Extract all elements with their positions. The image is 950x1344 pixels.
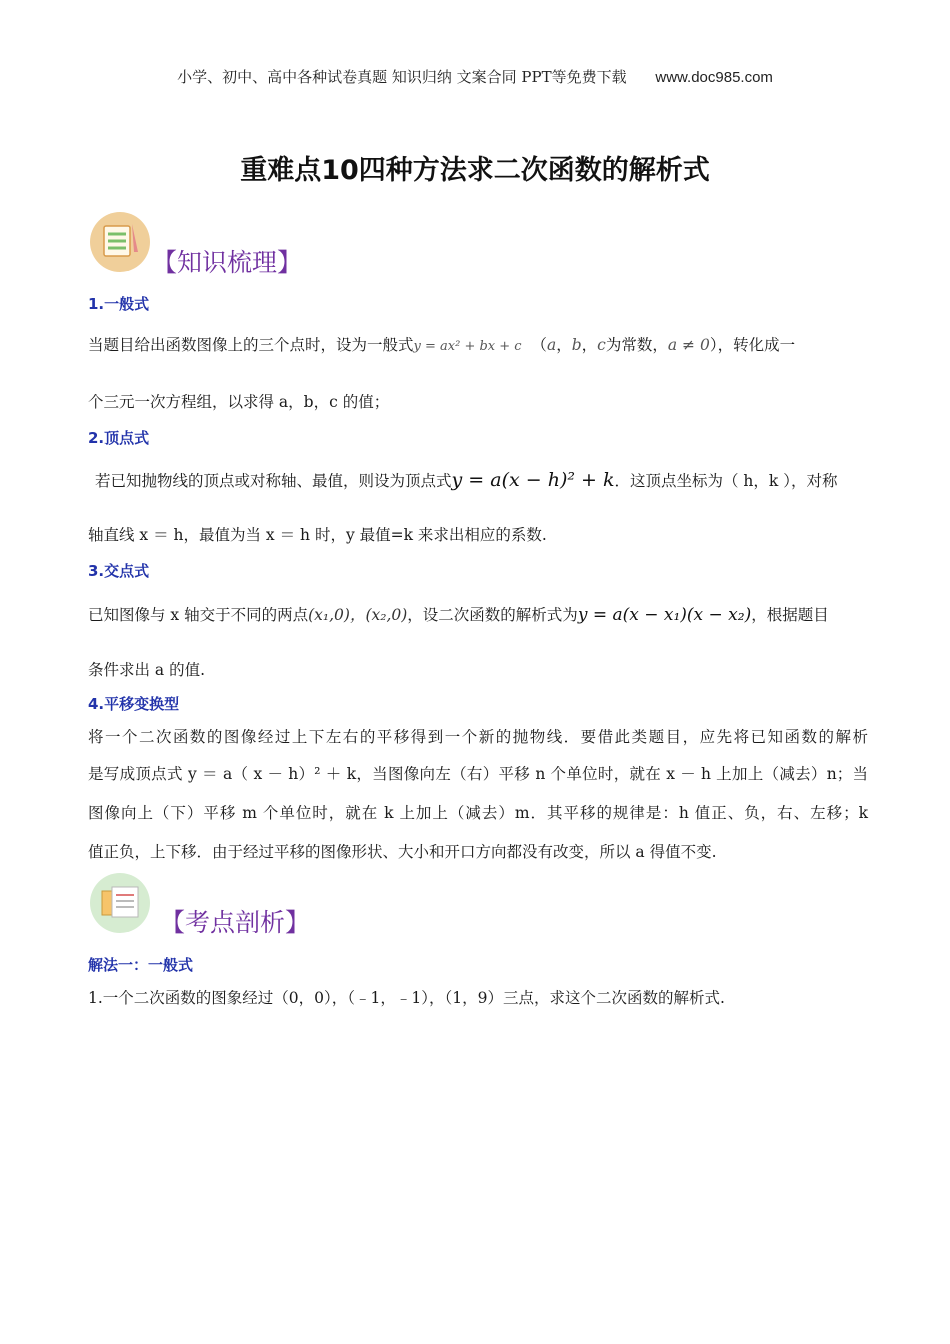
heading-method-one: 解法一：一般式	[88, 956, 194, 974]
site-link[interactable]: www.doc985.com	[655, 69, 773, 86]
translation-line2: 是写成顶点式 y ＝ a（ x － h）² ＋ k，当图像向左（右）平移 n 个单位时，就在 x － h 上加上（减去）n；当	[88, 765, 868, 783]
notebook-icon	[90, 212, 150, 272]
formula-general: y = ax² + bx + c	[413, 339, 522, 354]
intercept-form-line1: 已知图像与 x 轴交于不同的两点(x₁,0)，(x₂,0)，设二次函数的解析式为y = a(x − x₁)(x − x₂)，根据题目	[88, 605, 829, 625]
heading-translation: 4.平移变换型	[88, 695, 180, 713]
translation-line1: 将一个二次函数的图像经过上下左右的平移得到一个新的抛物线．要借此类题目，应先将已知函数的解析	[88, 728, 868, 746]
heading-intercept-form: 3.交点式	[88, 562, 150, 580]
vertex-form-line1: 若已知抛物线的顶点或对称轴、最值，则设为顶点式y = a(x − h)² + k．这顶点坐标为（ h，k ），对称	[95, 469, 838, 491]
heading-vertex-form: 2.顶点式	[88, 429, 150, 447]
page-title: 重难点10四种方法求二次函数的解析式	[240, 155, 710, 186]
general-form-line1: 当题目给出函数图像上的三个点时，设为一般式y = ax² + bx + c （a，b，c为常数，a ≠ 0），转化成一	[88, 336, 796, 354]
formula-vertex: y = a(x − h)² + k	[451, 469, 615, 491]
formula-intercept: y = a(x − x₁)(x − x₂)	[577, 605, 752, 625]
heading-general-form: 1.一般式	[88, 295, 150, 313]
section-label-knowledge: 【知识梳理】	[152, 248, 303, 277]
intercept-form-line2: 条件求出 a 的值.	[88, 661, 206, 679]
general-form-line2: 个三元一次方程组，以求得 a，b，c 的值；	[88, 393, 390, 411]
header-banner	[0, 66, 950, 87]
translation-line3: 图像向上（下）平移 m 个单位时，就在 k 上加上（减去）m．其平移的规律是：h 值正、负，右、左移；k	[88, 804, 868, 822]
section-label-analysis: 【考点剖析】	[160, 908, 311, 937]
question-1: 1.一个二次函数的图象经过（0，0），（﹣1，﹣1），（1，9）三点，求这个二次函数的解析式.	[88, 989, 725, 1007]
banner-text: 小学、初中、高中各种试卷真题 知识归纳 文案合同 PPT等免费下载	[177, 68, 627, 86]
translation-line4: 值正负，上下移．由于经过平移的图像形状、大小和开口方向都没有改变，所以 a 得值不变.	[88, 843, 717, 861]
formula-points: (x₁,0)，(x₂,0)	[308, 606, 408, 624]
vertex-form-line2: 轴直线 x ＝ h，最值为当 x ＝ h 时，y 最值=k 来求出相应的系数.	[88, 526, 547, 544]
documents-icon	[90, 873, 150, 933]
